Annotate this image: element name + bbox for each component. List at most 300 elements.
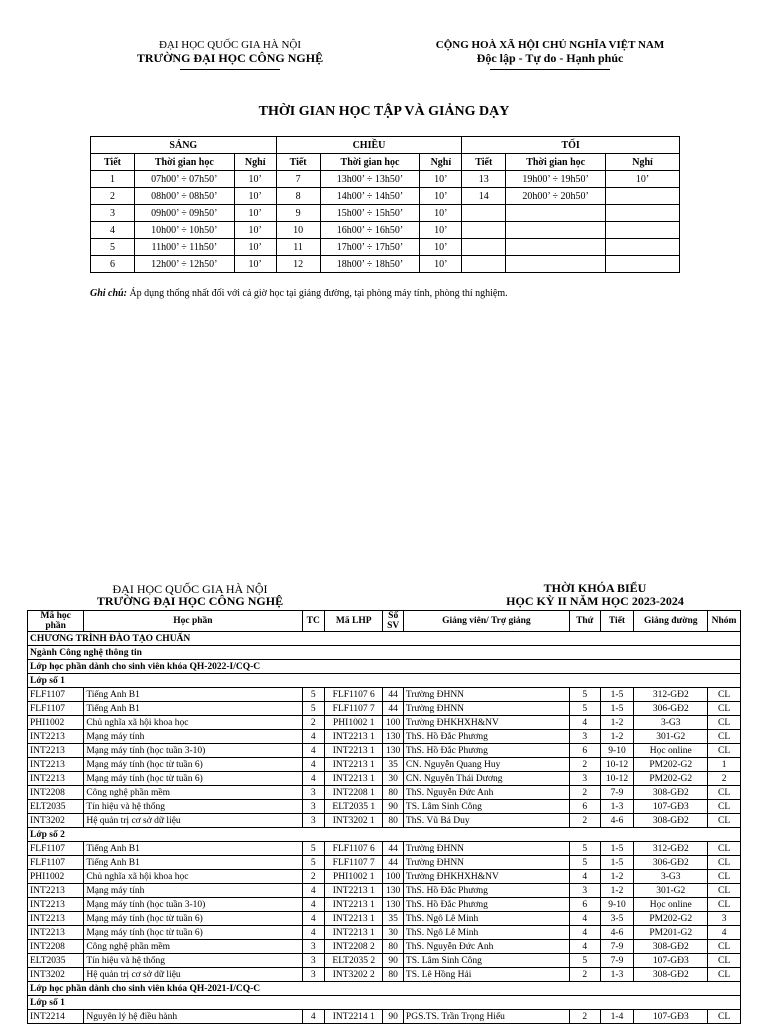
hours-cell: 2 bbox=[91, 188, 135, 205]
cell-students: 44 bbox=[383, 842, 403, 856]
cell-class-code: FLF1107 6 bbox=[325, 688, 383, 702]
hours-body bbox=[91, 171, 680, 273]
section-row bbox=[28, 982, 741, 996]
group-evening: TỐI bbox=[462, 137, 680, 154]
cell-room: 107-GĐ3 bbox=[634, 954, 708, 968]
cell-lecturer: TS. Lâm Sinh Công bbox=[403, 954, 569, 968]
table-row bbox=[28, 744, 741, 758]
table-row bbox=[28, 730, 741, 744]
cell-course-name: Mạng máy tính (học từ tuần 6) bbox=[84, 758, 302, 772]
cell-course-code: INT2213 bbox=[28, 772, 84, 786]
col-period: Tiết bbox=[91, 154, 135, 171]
cell-course-code: INT2214 bbox=[28, 1010, 84, 1024]
hours-cell: 7 bbox=[276, 171, 320, 188]
cell-periods: 7-9 bbox=[600, 954, 634, 968]
cell-periods: 1-5 bbox=[600, 842, 634, 856]
hours-cell bbox=[506, 239, 606, 256]
cell-room: 306-GĐ2 bbox=[634, 702, 708, 716]
hours-cell: 10’ bbox=[420, 171, 462, 188]
cell-room: 301-G2 bbox=[634, 730, 708, 744]
cell-course-code: INT2213 bbox=[28, 730, 84, 744]
hours-cell: 09h00’ ÷ 09h50’ bbox=[134, 205, 234, 222]
cell-class-code: INT2213 1 bbox=[325, 730, 383, 744]
cell-students: 35 bbox=[383, 912, 403, 926]
section-row bbox=[28, 828, 741, 842]
table-row bbox=[28, 954, 741, 968]
cell-day: 4 bbox=[569, 912, 600, 926]
note-text: Áp dụng thống nhất đối với cả giờ học tại giảng đường, tại phòng máy tính, phòng thí nghiệm. bbox=[126, 288, 508, 299]
cell-group: CL bbox=[708, 898, 741, 912]
cell-periods: 1-3 bbox=[600, 800, 634, 814]
cell-course-code: INT2208 bbox=[28, 786, 84, 800]
cell-students: 130 bbox=[383, 884, 403, 898]
cell-course-code: ELT2035 bbox=[28, 800, 84, 814]
cell-room: 308-GĐ2 bbox=[634, 940, 708, 954]
hours-cell: 19h00’ ÷ 19h50’ bbox=[506, 171, 606, 188]
hours-cell: 1 bbox=[91, 171, 135, 188]
cell-lecturer: Trường ĐHKHXH&NV bbox=[403, 870, 569, 884]
cell-students: 44 bbox=[383, 702, 403, 716]
cell-course-code: PHI1002 bbox=[28, 716, 84, 730]
cell-day: 5 bbox=[569, 856, 600, 870]
cell-course-code: INT3202 bbox=[28, 814, 84, 828]
cell-periods: 1-2 bbox=[600, 730, 634, 744]
cell-lecturer: Trường ĐHNN bbox=[403, 842, 569, 856]
cell-students: 90 bbox=[383, 1010, 403, 1024]
cell-lecturer: ThS. Ngô Lê Minh bbox=[403, 912, 569, 926]
semester-title: HỌC KỲ II NĂM HỌC 2023-2024 bbox=[506, 594, 684, 608]
cell-class-code: INT2213 1 bbox=[325, 744, 383, 758]
school-name-bottom: TRƯỜNG ĐẠI HỌC CÔNG NGHỆ bbox=[96, 594, 284, 608]
table-row bbox=[28, 786, 741, 800]
cell-group: CL bbox=[708, 744, 741, 758]
section-label: Lớp số 2 bbox=[28, 828, 741, 842]
cell-group: 3 bbox=[708, 912, 741, 926]
cell-class-code: PHI1002 1 bbox=[325, 870, 383, 884]
cell-credits: 3 bbox=[302, 800, 325, 814]
col-lecturer: Giảng viên/ Trợ giảng bbox=[403, 611, 569, 632]
cell-class-code: ELT2035 2 bbox=[325, 954, 383, 968]
hours-col-header-row bbox=[91, 154, 680, 171]
cell-course-name: Công nghệ phần mềm bbox=[84, 786, 302, 800]
cell-day: 4 bbox=[569, 716, 600, 730]
cell-lecturer: Trường ĐHNN bbox=[403, 688, 569, 702]
hours-cell: 13h00’ ÷ 13h50’ bbox=[320, 171, 420, 188]
col-periods: Tiết bbox=[600, 611, 634, 632]
section-row bbox=[28, 632, 741, 646]
group-morning: SÁNG bbox=[91, 137, 277, 154]
hours-row bbox=[91, 205, 680, 222]
cell-lecturer: PGS.TS. Trần Trọng Hiếu bbox=[403, 1010, 569, 1024]
cell-class-code: INT2213 1 bbox=[325, 912, 383, 926]
cell-class-code: FLF1107 6 bbox=[325, 842, 383, 856]
cell-students: 100 bbox=[383, 870, 403, 884]
cell-group: 4 bbox=[708, 926, 741, 940]
hours-cell: 10’ bbox=[420, 205, 462, 222]
hours-cell: 16h00’ ÷ 16h50’ bbox=[320, 222, 420, 239]
cell-group: CL bbox=[708, 730, 741, 744]
cell-students: 130 bbox=[383, 744, 403, 758]
university-name-top: ĐẠI HỌC QUỐC GIA HÀ NỘI bbox=[158, 39, 302, 51]
hours-row bbox=[91, 239, 680, 256]
cell-class-code: INT3202 2 bbox=[325, 968, 383, 982]
cell-periods: 7-9 bbox=[600, 786, 634, 800]
cell-credits: 4 bbox=[302, 926, 325, 940]
cell-class-code: INT2213 1 bbox=[325, 884, 383, 898]
col-break: Nghỉ bbox=[234, 154, 276, 171]
hours-cell bbox=[462, 256, 506, 273]
section-label: Lớp số 1 bbox=[28, 996, 741, 1010]
table-row bbox=[28, 814, 741, 828]
cell-course-code: INT2213 bbox=[28, 884, 84, 898]
hours-cell bbox=[606, 256, 680, 273]
cell-periods: 1-5 bbox=[600, 702, 634, 716]
cell-credits: 2 bbox=[302, 716, 325, 730]
cell-course-name: Tiếng Anh B1 bbox=[84, 688, 302, 702]
hours-cell: 4 bbox=[91, 222, 135, 239]
cell-credits: 4 bbox=[302, 744, 325, 758]
cell-lecturer: Trường ĐHNN bbox=[403, 702, 569, 716]
hours-cell: 10’ bbox=[234, 239, 276, 256]
cell-class-code: INT2213 1 bbox=[325, 772, 383, 786]
cell-students: 35 bbox=[383, 758, 403, 772]
cell-course-name: Tín hiệu và hệ thống bbox=[84, 800, 302, 814]
cell-room: 308-GĐ2 bbox=[634, 968, 708, 982]
cell-course-code: INT3202 bbox=[28, 968, 84, 982]
cell-room: 308-GĐ2 bbox=[634, 786, 708, 800]
cell-day: 2 bbox=[569, 758, 600, 772]
cell-room: 3-G3 bbox=[634, 870, 708, 884]
cell-group: CL bbox=[708, 884, 741, 898]
table-row bbox=[28, 800, 741, 814]
cell-day: 6 bbox=[569, 898, 600, 912]
cell-class-code: INT2213 1 bbox=[325, 926, 383, 940]
cell-class-code: PHI1002 1 bbox=[325, 716, 383, 730]
cell-lecturer: ThS. Nguyễn Đức Anh bbox=[403, 940, 569, 954]
hours-cell: 5 bbox=[91, 239, 135, 256]
cell-class-code: FLF1107 7 bbox=[325, 702, 383, 716]
cell-day: 3 bbox=[569, 884, 600, 898]
hours-cell: 10h00’ ÷ 10h50’ bbox=[134, 222, 234, 239]
cell-periods: 7-9 bbox=[600, 940, 634, 954]
cell-group: CL bbox=[708, 856, 741, 870]
section-row bbox=[28, 660, 741, 674]
cell-credits: 3 bbox=[302, 968, 325, 982]
cell-periods: 4-6 bbox=[600, 926, 634, 940]
table-row bbox=[28, 870, 741, 884]
cell-course-name: Tiếng Anh B1 bbox=[84, 856, 302, 870]
cell-day: 4 bbox=[569, 926, 600, 940]
cell-group: CL bbox=[708, 786, 741, 800]
col-time: Thời gian học bbox=[134, 154, 234, 171]
hours-cell: 10’ bbox=[234, 171, 276, 188]
schedule-header-row bbox=[28, 611, 741, 632]
cell-room: 312-GĐ2 bbox=[634, 688, 708, 702]
note-label: Ghi chú: bbox=[90, 288, 127, 299]
cell-day: 4 bbox=[569, 870, 600, 884]
hours-cell: 17h00’ ÷ 17h50’ bbox=[320, 239, 420, 256]
cell-students: 80 bbox=[383, 814, 403, 828]
cell-periods: 1-2 bbox=[600, 716, 634, 730]
table-row bbox=[28, 772, 741, 786]
col-credits: TC bbox=[302, 611, 325, 632]
cell-room: PM202-G2 bbox=[634, 772, 708, 786]
cell-students: 80 bbox=[383, 968, 403, 982]
cell-group: CL bbox=[708, 842, 741, 856]
hours-row bbox=[91, 171, 680, 188]
section-row bbox=[28, 646, 741, 660]
col-room: Giảng đường bbox=[634, 611, 708, 632]
hours-table bbox=[90, 136, 680, 273]
cell-credits: 5 bbox=[302, 856, 325, 870]
page-title: THỜI GIAN HỌC TẬP VÀ GIẢNG DẠY bbox=[258, 104, 510, 119]
cell-lecturer: ThS. Hồ Đắc Phương bbox=[403, 884, 569, 898]
schedule-table bbox=[27, 610, 741, 1024]
cell-course-name: Chủ nghĩa xã hội khoa học bbox=[84, 716, 302, 730]
cell-students: 80 bbox=[383, 786, 403, 800]
cell-class-code: INT2214 1 bbox=[325, 1010, 383, 1024]
hours-cell: 12 bbox=[276, 256, 320, 273]
hours-cell: 07h00’ ÷ 07h50’ bbox=[134, 171, 234, 188]
cell-course-name: Nguyên lý hệ điều hành bbox=[84, 1010, 302, 1024]
cell-class-code: INT2213 1 bbox=[325, 758, 383, 772]
cell-students: 44 bbox=[383, 856, 403, 870]
cell-day: 2 bbox=[569, 968, 600, 982]
cell-course-name: Chủ nghĩa xã hội khoa học bbox=[84, 870, 302, 884]
cell-credits: 5 bbox=[302, 688, 325, 702]
cell-room: 3-G3 bbox=[634, 716, 708, 730]
table-row bbox=[28, 926, 741, 940]
cell-periods: 1-4 bbox=[600, 1010, 634, 1024]
hours-cell: 08h00’ ÷ 08h50’ bbox=[134, 188, 234, 205]
hours-cell bbox=[506, 222, 606, 239]
hours-cell: 10’ bbox=[420, 188, 462, 205]
cell-day: 2 bbox=[569, 1010, 600, 1024]
hours-cell: 11h00’ ÷ 11h50’ bbox=[134, 239, 234, 256]
cell-periods: 10-12 bbox=[600, 772, 634, 786]
cell-room: 301-G2 bbox=[634, 884, 708, 898]
table-row bbox=[28, 884, 741, 898]
hours-cell: 10’ bbox=[234, 222, 276, 239]
hours-cell: 14 bbox=[462, 188, 506, 205]
motto-underline bbox=[490, 69, 610, 70]
cell-course-name: Tiếng Anh B1 bbox=[84, 842, 302, 856]
col-day: Thứ bbox=[569, 611, 600, 632]
cell-course-name: Mạng máy tính (học từ tuần 6) bbox=[84, 772, 302, 786]
hours-cell: 15h00’ ÷ 15h50’ bbox=[320, 205, 420, 222]
hours-group-row bbox=[91, 137, 680, 154]
cell-lecturer: ThS. Ngô Lê Minh bbox=[403, 926, 569, 940]
col-students: Số SV bbox=[383, 611, 403, 632]
cell-class-code: INT2208 2 bbox=[325, 940, 383, 954]
hours-cell: 13 bbox=[462, 171, 506, 188]
cell-room: 312-GĐ2 bbox=[634, 842, 708, 856]
hours-row bbox=[91, 222, 680, 239]
hours-row bbox=[91, 188, 680, 205]
cell-course-name: Hệ quản trị cơ sở dữ liệu bbox=[84, 968, 302, 982]
hours-cell bbox=[506, 205, 606, 222]
cell-lecturer: ThS. Vũ Bá Duy bbox=[403, 814, 569, 828]
cell-periods: 3-5 bbox=[600, 912, 634, 926]
col-group: Nhóm bbox=[708, 611, 741, 632]
cell-students: 130 bbox=[383, 730, 403, 744]
cell-periods: 10-12 bbox=[600, 758, 634, 772]
cell-course-code: INT2213 bbox=[28, 926, 84, 940]
cell-day: 6 bbox=[569, 800, 600, 814]
hours-cell bbox=[506, 256, 606, 273]
cell-credits: 3 bbox=[302, 954, 325, 968]
col-period: Tiết bbox=[462, 154, 506, 171]
cell-credits: 3 bbox=[302, 814, 325, 828]
hours-cell: 20h00’ ÷ 20h50’ bbox=[506, 188, 606, 205]
cell-room: 107-GĐ3 bbox=[634, 800, 708, 814]
hours-cell: 14h00’ ÷ 14h50’ bbox=[320, 188, 420, 205]
cell-group: CL bbox=[708, 940, 741, 954]
table-row bbox=[28, 898, 741, 912]
cell-class-code: ELT2035 1 bbox=[325, 800, 383, 814]
cell-credits: 4 bbox=[302, 898, 325, 912]
table-row bbox=[28, 702, 741, 716]
cell-day: 5 bbox=[569, 688, 600, 702]
col-course-code: Mã học phần bbox=[28, 611, 84, 632]
hours-cell bbox=[606, 222, 680, 239]
hours-cell: 10’ bbox=[234, 188, 276, 205]
cell-course-name: Mạng máy tính (học từ tuần 6) bbox=[84, 912, 302, 926]
cell-room: PM202-G2 bbox=[634, 912, 708, 926]
table-row bbox=[28, 940, 741, 954]
col-time: Thời gian học bbox=[506, 154, 606, 171]
cell-course-name: Hệ quản trị cơ sở dữ liệu bbox=[84, 814, 302, 828]
cell-course-name: Mạng máy tính (học tuần 3-10) bbox=[84, 898, 302, 912]
cell-periods: 1-2 bbox=[600, 870, 634, 884]
cell-group: 1 bbox=[708, 758, 741, 772]
cell-class-code: INT2208 1 bbox=[325, 786, 383, 800]
cell-day: 4 bbox=[569, 940, 600, 954]
cell-students: 130 bbox=[383, 898, 403, 912]
cell-lecturer: ThS. Hồ Đắc Phương bbox=[403, 898, 569, 912]
cell-day: 5 bbox=[569, 702, 600, 716]
hours-cell: 10’ bbox=[234, 205, 276, 222]
hours-cell bbox=[606, 205, 680, 222]
cell-room: 107-GĐ3 bbox=[634, 1010, 708, 1024]
cell-group: CL bbox=[708, 1010, 741, 1024]
cell-periods: 1-5 bbox=[600, 688, 634, 702]
cell-periods: 1-3 bbox=[600, 968, 634, 982]
cell-credits: 4 bbox=[302, 758, 325, 772]
section-label: Lớp học phần dành cho sinh viên khóa QH-2022-I/CQ-C bbox=[28, 660, 741, 674]
cell-room: Học online bbox=[634, 898, 708, 912]
cell-course-code: ELT2035 bbox=[28, 954, 84, 968]
col-course-name: Học phần bbox=[84, 611, 302, 632]
schedule-body bbox=[28, 632, 741, 1024]
cell-day: 5 bbox=[569, 954, 600, 968]
hours-cell: 10’ bbox=[420, 222, 462, 239]
cell-credits: 3 bbox=[302, 940, 325, 954]
cell-course-name: Mạng máy tính bbox=[84, 730, 302, 744]
cell-room: PM202-G2 bbox=[634, 758, 708, 772]
col-break: Nghỉ bbox=[420, 154, 462, 171]
hours-cell: 9 bbox=[276, 205, 320, 222]
table-row bbox=[28, 968, 741, 982]
cell-lecturer: ThS. Hồ Đắc Phương bbox=[403, 730, 569, 744]
cell-students: 30 bbox=[383, 926, 403, 940]
hours-cell bbox=[462, 222, 506, 239]
hours-cell bbox=[462, 205, 506, 222]
cell-day: 6 bbox=[569, 744, 600, 758]
cell-room: Học online bbox=[634, 744, 708, 758]
cell-group: CL bbox=[708, 702, 741, 716]
school-name-top: TRƯỜNG ĐẠI HỌC CÔNG NGHỆ bbox=[136, 51, 324, 65]
section-label: Lớp học phần dành cho sinh viên khóa QH-2021-I/CQ-C bbox=[28, 982, 741, 996]
hours-cell: 3 bbox=[91, 205, 135, 222]
cell-group: CL bbox=[708, 688, 741, 702]
cell-course-code: FLF1107 bbox=[28, 842, 84, 856]
cell-course-code: INT2213 bbox=[28, 758, 84, 772]
cell-group: CL bbox=[708, 968, 741, 982]
cell-periods: 9-10 bbox=[600, 898, 634, 912]
section-row bbox=[28, 674, 741, 688]
cell-periods: 1-5 bbox=[600, 856, 634, 870]
cell-day: 3 bbox=[569, 772, 600, 786]
hours-cell: 10’ bbox=[606, 171, 680, 188]
cell-lecturer: Trường ĐHNN bbox=[403, 856, 569, 870]
cell-course-code: FLF1107 bbox=[28, 702, 84, 716]
cell-credits: 5 bbox=[302, 702, 325, 716]
cell-course-name: Mạng máy tính (học tuần 3-10) bbox=[84, 744, 302, 758]
hours-cell: 6 bbox=[91, 256, 135, 273]
cell-group: CL bbox=[708, 716, 741, 730]
cell-day: 2 bbox=[569, 814, 600, 828]
cell-course-name: Mạng máy tính bbox=[84, 884, 302, 898]
cell-course-code: PHI1002 bbox=[28, 870, 84, 884]
cell-group: 2 bbox=[708, 772, 741, 786]
cell-credits: 4 bbox=[302, 884, 325, 898]
hours-cell: 8 bbox=[276, 188, 320, 205]
cell-day: 5 bbox=[569, 842, 600, 856]
table-row bbox=[28, 856, 741, 870]
cell-course-code: INT2213 bbox=[28, 744, 84, 758]
section-label: CHƯƠNG TRÌNH ĐÀO TẠO CHUẨN bbox=[28, 632, 741, 646]
cell-credits: 4 bbox=[302, 912, 325, 926]
cell-lecturer: TS. Lê Hồng Hải bbox=[403, 968, 569, 982]
cell-class-code: INT3202 1 bbox=[325, 814, 383, 828]
group-afternoon: CHIỀU bbox=[276, 137, 462, 154]
cell-course-name: Tín hiệu và hệ thống bbox=[84, 954, 302, 968]
cell-credits: 4 bbox=[302, 730, 325, 744]
hours-cell: 10’ bbox=[420, 239, 462, 256]
cell-students: 30 bbox=[383, 772, 403, 786]
cell-day: 3 bbox=[569, 730, 600, 744]
cell-lecturer: ThS. Nguyễn Đức Anh bbox=[403, 786, 569, 800]
cell-room: 308-GĐ2 bbox=[634, 814, 708, 828]
cell-day: 2 bbox=[569, 786, 600, 800]
cell-course-code: INT2213 bbox=[28, 898, 84, 912]
note bbox=[90, 288, 508, 299]
cell-course-code: FLF1107 bbox=[28, 856, 84, 870]
school-underline bbox=[180, 69, 280, 70]
cell-credits: 2 bbox=[302, 870, 325, 884]
hours-cell: 10’ bbox=[420, 256, 462, 273]
hours-cell: 10 bbox=[276, 222, 320, 239]
table-row bbox=[28, 842, 741, 856]
cell-students: 80 bbox=[383, 940, 403, 954]
table-row bbox=[28, 758, 741, 772]
cell-group: CL bbox=[708, 954, 741, 968]
cell-group: CL bbox=[708, 870, 741, 884]
cell-students: 90 bbox=[383, 800, 403, 814]
motto: Độc lập - Tự do - Hạnh phúc bbox=[476, 51, 624, 65]
cell-lecturer: ThS. Hồ Đắc Phương bbox=[403, 744, 569, 758]
